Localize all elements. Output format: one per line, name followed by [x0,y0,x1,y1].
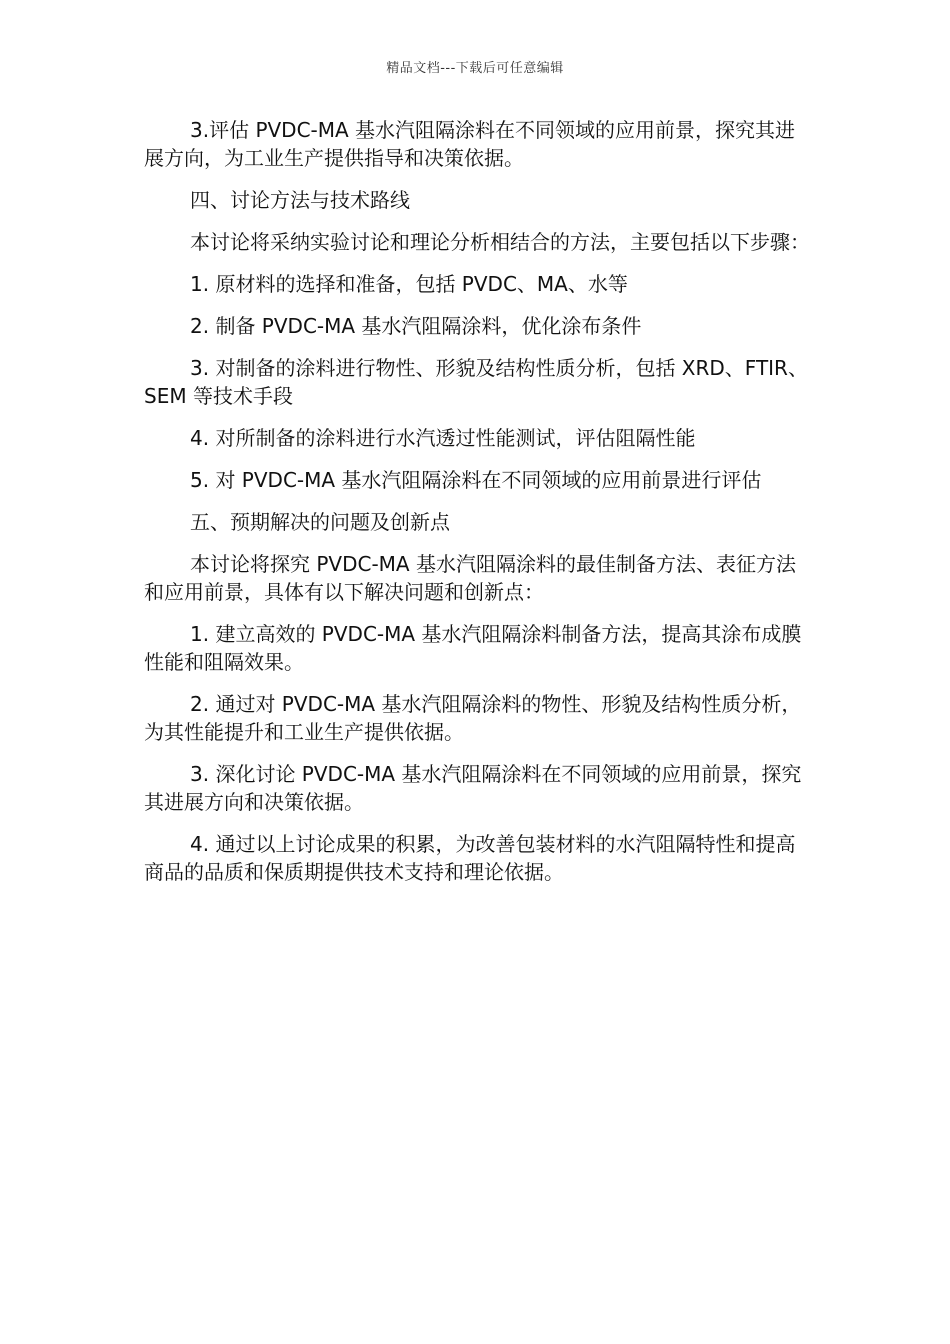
objective-3-paragraph: 3.评估 PVDC-MA 基水汽阻隔涂料在不同领域的应用前景，探究其进展方向，为工业生产提供指导和决策依据。 [144,118,796,170]
section-5-heading: 五、预期解决的问题及创新点 [190,510,450,534]
method-step-5: 5. 对 PVDC-MA 基水汽阻隔涂料在不同领域的应用前景进行评估 [190,468,762,492]
method-step-3: 3. 对制备的涂料进行物性、形貌及结构性质分析，包括 XRD、FTIR、SEM 等技术手段 [144,356,808,408]
section-4-heading: 四、讨论方法与技术路线 [190,188,410,212]
innovation-point-1: 1. 建立高效的 PVDC-MA 基水汽阻隔涂料制备方法，提高其涂布成膜性能和阻隔效果。 [144,622,802,674]
innovation-intro-paragraph: 本讨论将探究 PVDC-MA 基水汽阻隔涂料的最佳制备方法、表征方法和应用前景，具体有以下解决问题和创新点： [144,552,796,604]
innovation-point-3: 3. 深化讨论 PVDC-MA 基水汽阻隔涂料在不同领域的应用前景，探究其进展方向和决策依据。 [144,762,802,814]
innovation-point-2: 2. 通过对 PVDC-MA 基水汽阻隔涂料的物性、形貌及结构性质分析，为其性能提升和工业生产提供依据。 [144,692,802,744]
innovation-point-4: 4. 通过以上讨论成果的积累，为改善包装材料的水汽阻隔特性和提高商品的品质和保质期提供技术支持和理论依据。 [144,832,796,884]
page-header: 精品文档---下载后可任意编辑 [386,61,564,76]
methods-intro-paragraph: 本讨论将采纳实验讨论和理论分析相结合的方法，主要包括以下步骤： [190,230,810,254]
method-step-4: 4. 对所制备的涂料进行水汽透过性能测试，评估阻隔性能 [190,426,696,450]
method-step-2: 2. 制备 PVDC-MA 基水汽阻隔涂料，优化涂布条件 [190,314,642,338]
method-step-1: 1. 原材料的选择和准备，包括 PVDC、MA、水等 [190,272,628,296]
document-body [144,116,814,900]
